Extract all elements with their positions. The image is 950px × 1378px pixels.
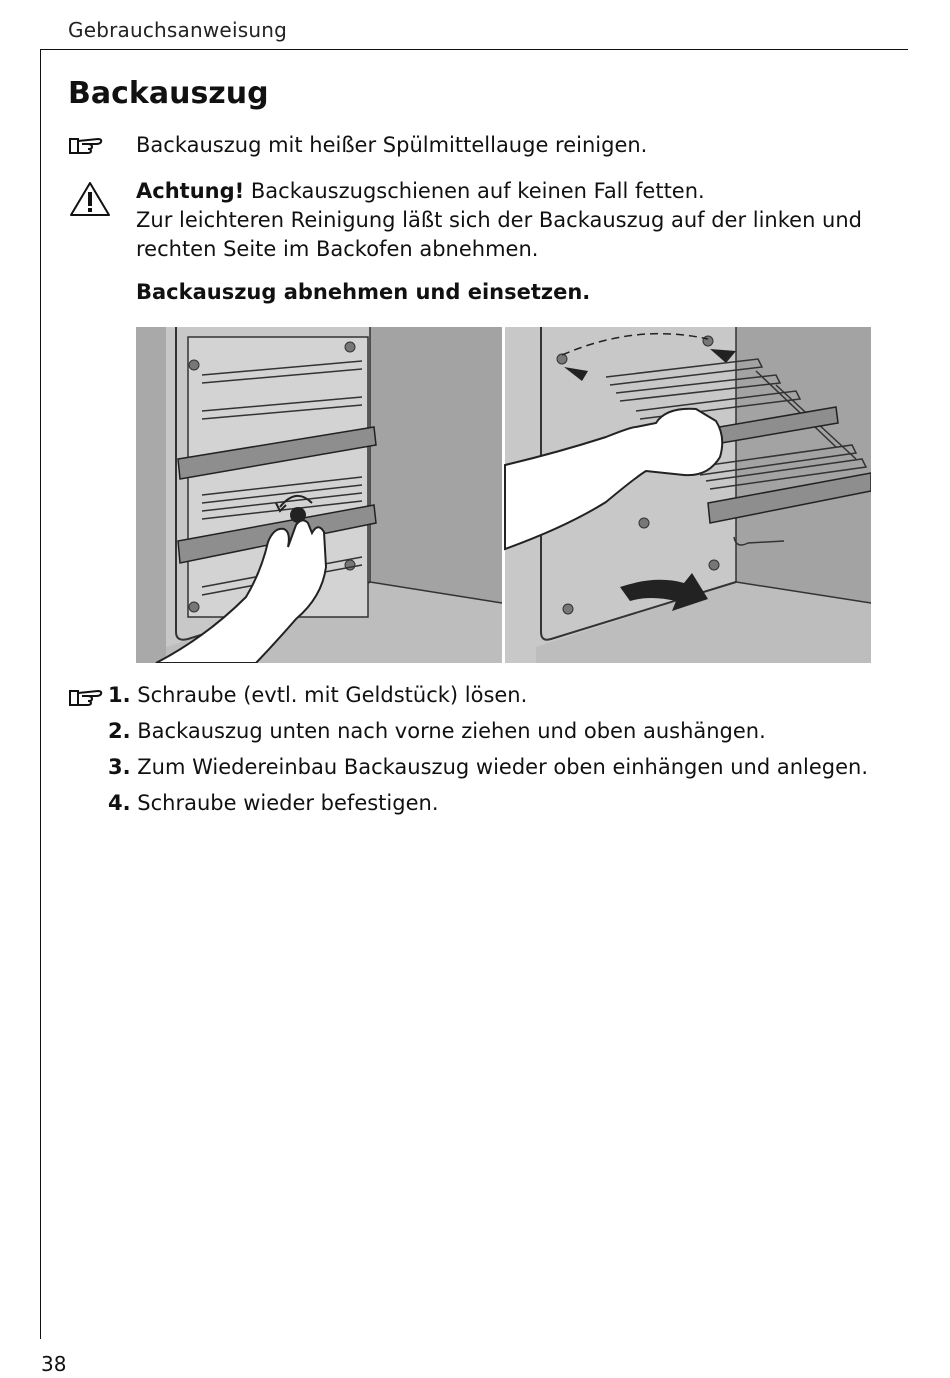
header-title: Gebrauchsanweisung xyxy=(68,18,287,42)
illustration-panel-right xyxy=(505,327,871,663)
header-rule xyxy=(40,49,908,50)
warning-label: Achtung! xyxy=(136,179,245,203)
warning-line-3: rechten Seite im Backofen abnehmen. xyxy=(136,237,539,261)
list-item: 2. Backauszug unten nach vorne ziehen und oben aushängen. xyxy=(108,719,766,743)
warning-block xyxy=(136,177,862,264)
illustration-panel-left xyxy=(136,327,502,663)
left-margin-rule xyxy=(40,49,41,1339)
warning-text: Backauszugschienen auf keinen Fall fetten. xyxy=(244,179,705,203)
removal-illustration xyxy=(136,327,871,663)
list-item: 1. Schraube (evtl. mit Geldstück) lösen. xyxy=(108,683,528,707)
list-item: 3. Zum Wiedereinbau Backauszug wieder oben einhängen und anlegen. xyxy=(108,755,869,779)
subheading: Backauszug abnehmen und einsetzen. xyxy=(136,280,591,304)
pointing-hand-icon xyxy=(68,686,104,708)
page-number: 38 xyxy=(41,1352,67,1376)
list-item: 4. Schraube wieder befestigen. xyxy=(108,791,439,815)
warning-triangle-icon xyxy=(68,180,112,218)
warning-line-2: Zur leichteren Reinigung läßt sich der Backauszug auf der linken und xyxy=(136,208,863,232)
tip-text: Backauszug mit heißer Spülmittellauge reinigen. xyxy=(136,133,648,157)
pointing-hand-icon xyxy=(68,134,104,156)
section-title: Backauszug xyxy=(68,76,269,111)
